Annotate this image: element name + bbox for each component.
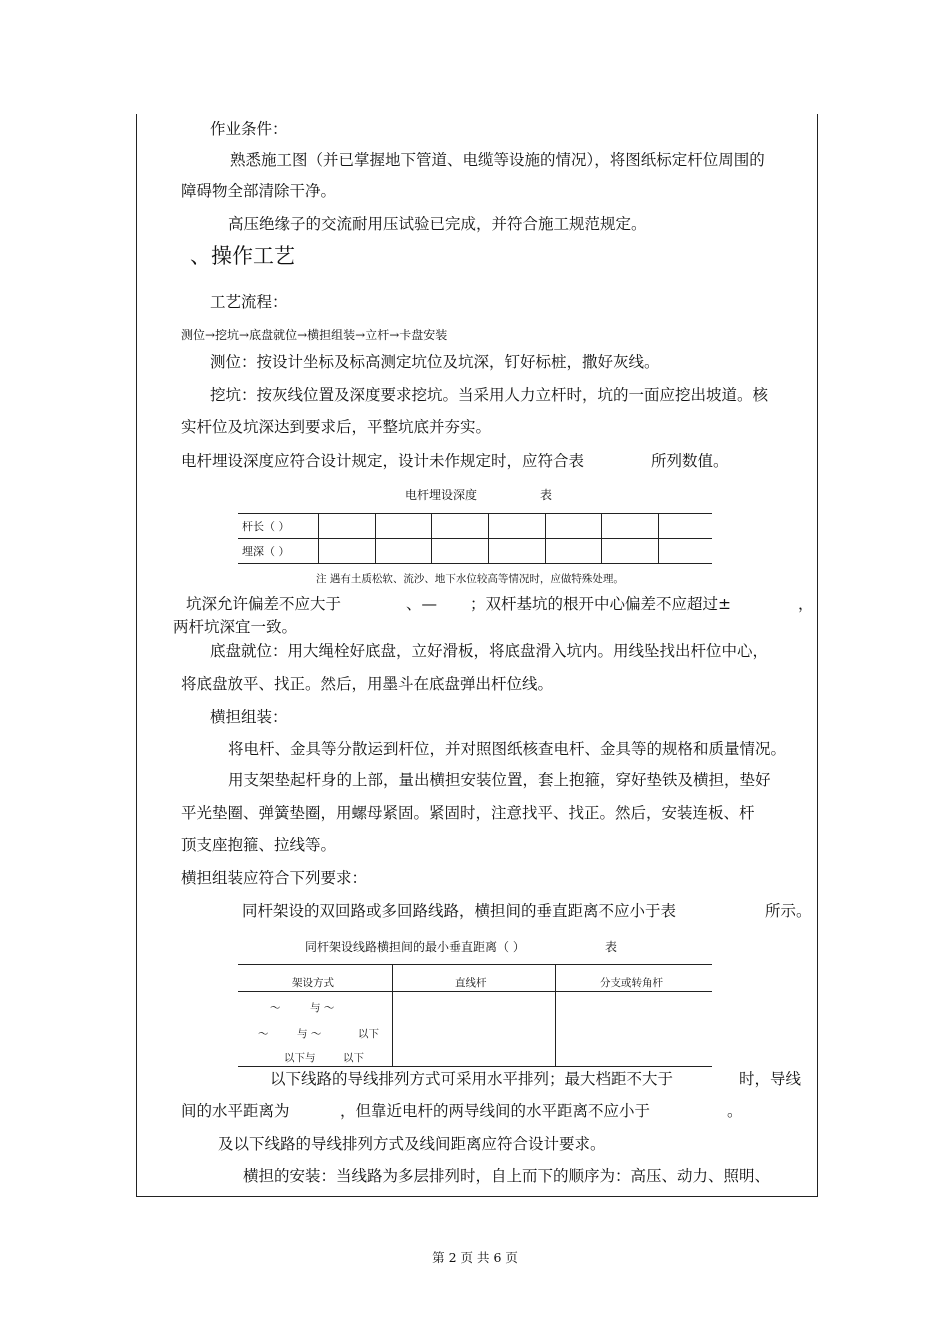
process-heading: 、操作工艺	[190, 244, 295, 268]
table2-col-straight: 直线杆	[455, 977, 487, 989]
table2-r2b: 与 ～	[297, 1028, 322, 1040]
wiring-line2a: 间的水平距离为	[181, 1102, 290, 1120]
table2-col-divider-2	[555, 964, 556, 1066]
table2-r1b: 与 ～	[310, 1002, 335, 1014]
table1-note: 注 遇有土质松软、流沙、地下水位较高等情况时，应做特殊处理。	[316, 573, 624, 585]
table2-r2c: 以下	[358, 1028, 379, 1040]
wiring-line4: 横担的安装：当线路为多层排列时，自上而下的顺序为：高压、动力、照明、	[243, 1167, 771, 1185]
wiring-line3: 及以下线路的导线排列方式及线间距离应符合设计要求。	[218, 1135, 606, 1153]
wiring-line2c: 。	[727, 1102, 743, 1120]
conditions-title: 作业条件：	[210, 120, 288, 138]
table2-title-suffix: 表	[605, 940, 618, 954]
table2-r1a: ～	[270, 1002, 281, 1014]
table2-r2a: ～	[258, 1028, 269, 1040]
crossarm-requirement-1a: 同杆架设的双回路或多回路线路，横担间的垂直距离不应小于表	[242, 902, 677, 920]
crossarm-paragraph-2a: 用支架垫起杆身的上部，量出横担安装位置，套上抱箍，穿好垫铁及横担，垫好	[228, 771, 771, 789]
crossarm-requirement-1b: 所示。	[765, 902, 812, 920]
crossarm-paragraph-2b: 平光垫圈、弹簧垫圈，用螺母紧固。紧固时，注意找平、找正。然后，安装连板、杆	[181, 804, 755, 822]
crossarm-title: 横担组装：	[210, 708, 288, 726]
base-paragraph-a: 底盘就位：用大绳栓好底盘，立好滑板，将底盘滑入坑内。用线坠找出杆位中心，	[210, 642, 769, 660]
conditions-paragraph-1b: 障碍物全部清除干净。	[181, 182, 337, 200]
crossarm-paragraph-2c: 顶支座抱箍、拉线等。	[181, 836, 337, 854]
wiring-line2b: ，但靠近电杆的两导线间的水平距离不应小于	[340, 1102, 651, 1120]
flow-title: 工艺流程：	[210, 293, 288, 311]
dig-paragraph-b: 实杆位及坑深达到要求后，平整坑底并夯实。	[181, 418, 492, 436]
dig-paragraph-a: 挖坑：按灰线位置及深度要求挖坑。当采用人力立杆时，坑的一面应挖出坡道。核	[210, 386, 769, 404]
pole-depth-table	[238, 513, 712, 564]
wiring-line1a: 以下线路的导线排列方式可采用水平排列；最大档距不大于	[270, 1070, 674, 1088]
tolerance-a: 坑深允许偏差不应大于	[186, 595, 342, 613]
crossarm-paragraph-1: 将电杆、金具等分散运到杆位，并对照图纸核查电杆、金具等的规格和质量情况。	[228, 740, 787, 758]
table2-col-divider-1	[392, 964, 393, 1066]
depth-rule-a: 电杆埋设深度应符合设计规定，设计未作规定时，应符合表	[181, 452, 585, 470]
table2-col-branch: 分支或转角杆	[600, 977, 663, 989]
tolerance-line2: 两杆坑深宜一致。	[173, 618, 298, 636]
table2-title: 同杆架设线路横担间的最小垂直距离（ ）	[305, 940, 525, 954]
table2-top-rule	[238, 964, 712, 965]
measure-paragraph: 测位：按设计坐标及标高测定坑位及坑深，钉好标桩，撒好灰线。	[210, 353, 660, 371]
tolerance-c: ；双杆基坑的根开中心偏差不应超过±	[470, 595, 731, 613]
table1-title: 电杆埋设深度	[405, 488, 478, 502]
table1-row2-label: 埋深（ ）	[238, 539, 319, 564]
page-footer: 第 2 页 共 6 页	[432, 1250, 518, 1265]
table1-row1-label: 杆长（ ）	[238, 514, 319, 539]
tolerance-d: ，	[798, 595, 814, 613]
table2-r3b: 以下	[343, 1052, 364, 1064]
base-paragraph-b: 将底盘放平、找正。然后，用墨斗在底盘弹出杆位线。	[181, 675, 554, 693]
crossarm-requirements-title: 横担组装应符合下列要求：	[181, 869, 368, 887]
conditions-paragraph-1a: 熟悉施工图（并已掌握地下管道、电缆等设施的情况），将图纸标定杆位周围的	[230, 151, 765, 169]
wiring-line1b: 时，导线	[739, 1070, 802, 1088]
table2-col-method: 架设方式	[292, 977, 334, 989]
flow-steps: 测位→挖坑→底盘就位→横担组装→立杆→卡盘安装	[181, 328, 448, 342]
table1-title-suffix: 表	[540, 488, 553, 502]
tolerance-b: 、—	[406, 595, 438, 613]
depth-rule-b: 所列数值。	[651, 452, 729, 470]
table2-r3a: 以下与	[284, 1052, 316, 1064]
conditions-paragraph-2: 高压绝缘子的交流耐用压试验已完成，并符合施工规范规定。	[228, 215, 647, 233]
